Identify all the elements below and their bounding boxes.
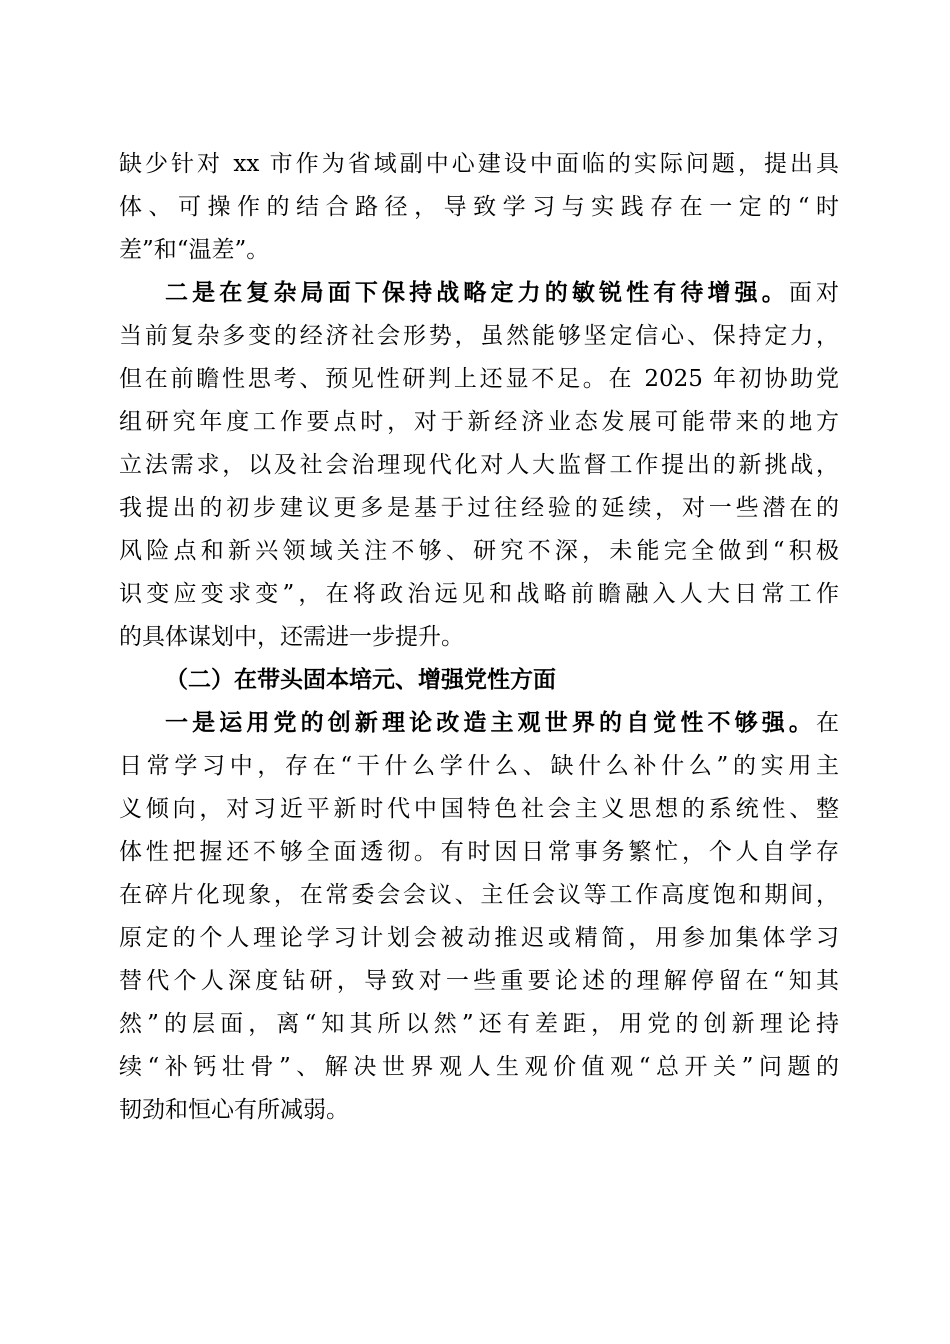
section-heading: （二）在带头固本培元、增强党性方面 [165,666,556,693]
text-line: 体、可操作的结合路径，导致学习与实践存在一定的“时 [119,194,839,220]
text-line: 差”和“温差”。 [119,237,270,263]
text-line: 义倾向，对习近平新时代中国特色社会主义思想的系统性、整 [119,796,839,822]
paragraph-line-rest: 在 [816,710,839,736]
text-line: 识变应变求变”，在将政治远见和战略前瞻融入人大日常工作 [119,581,839,607]
text-line: 日常学习中，存在“干什么学什么、缺什么补什么”的实用主 [119,753,839,779]
paragraph-first-line [165,273,839,313]
text-line: 我提出的初步建议更多是基于过往经验的延续，对一些潜在的 [119,495,839,521]
paragraph-first-line [165,703,839,743]
text-line: 缺少针对 xx 市作为省域副中心建设中面临的实际问题，提出具 [119,151,839,177]
text-line: 然”的层面，离“知其所以然”还有差距，用党的创新理论持 [119,1011,839,1037]
paragraph-bold-lead: 一是运用党的创新理论改造主观世界的自觉性不够强。 [165,709,816,736]
text-line: 在碎片化现象，在常委会会议、主任会议等工作高度饱和期间， [119,882,839,908]
text-line: 体性把握还不够全面透彻。有时因日常事务繁忙，个人自学存 [119,839,839,865]
text-line: 的具体谋划中，还需进一步提升。 [119,624,464,650]
text-line: 原定的个人理论学习计划会被动推迟或精简，用参加集体学习 [119,925,839,951]
text-line: 组研究年度工作要点时，对于新经济业态发展可能带来的地方 [119,409,839,435]
paragraph-bold-lead: 二是在复杂局面下保持战略定力的敏锐性有待增强。 [165,279,789,306]
text-line: 当前复杂多变的经济社会形势，虽然能够坚定信心、保持定力， [119,323,839,349]
text-line: 续“补钙壮骨”、解决世界观人生观价值观“总开关”问题的 [119,1054,839,1080]
text-line: 风险点和新兴领域关注不够、研究不深，未能完全做到“积极 [119,538,839,564]
paragraph-line-rest: 面对 [788,280,839,306]
text-line: 立法需求，以及社会治理现代化对人大监督工作提出的新挑战， [119,452,839,478]
text-line: 韧劲和恒心有所减弱。 [119,1097,349,1123]
text-line: 但在前瞻性思考、预见性研判上还显不足。在 2025 年初协助党 [119,366,839,392]
text-line: 替代个人深度钻研，导致对一些重要论述的理解停留在“知其 [119,968,839,994]
